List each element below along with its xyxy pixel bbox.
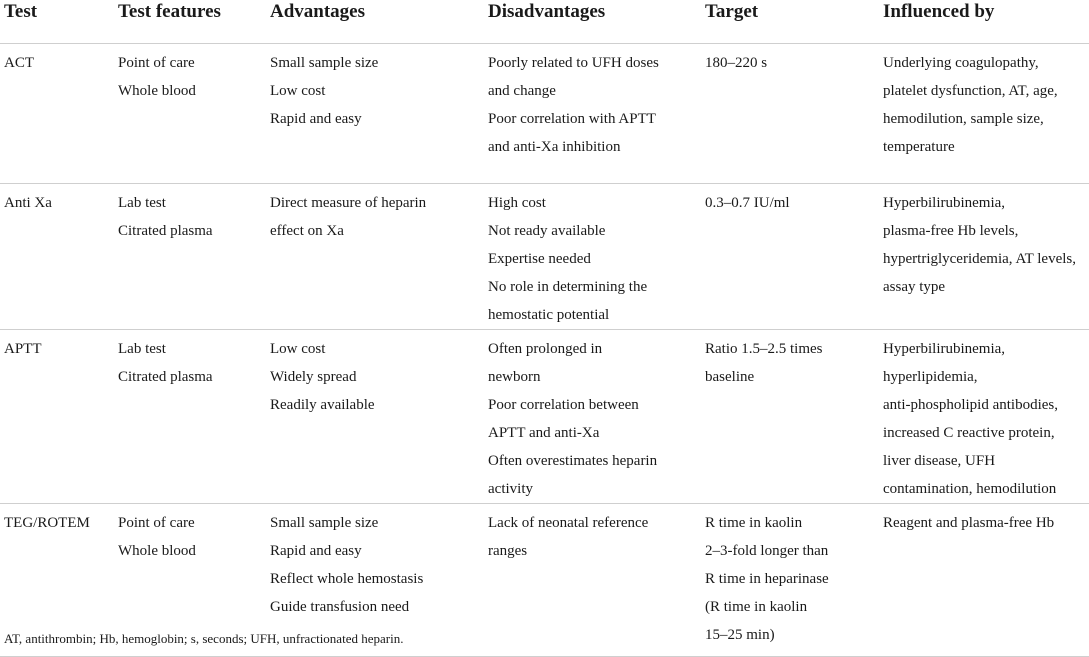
target-line: 0.3–0.7 IU/ml	[705, 195, 790, 211]
cell-advantages	[266, 44, 484, 184]
advantage-line: Low cost	[270, 83, 326, 99]
disadvantage-line: hemostatic potential	[488, 307, 610, 323]
target-line: R time in kaolin	[705, 515, 803, 531]
header-target: Target	[701, 0, 879, 44]
cell-target	[701, 44, 879, 184]
disadvantage-line: and anti-Xa inhibition	[488, 139, 621, 155]
disadvantage-line: Poor correlation with APTT	[488, 111, 656, 127]
influence-line: Reagent and plasma-free Hb	[883, 515, 1055, 531]
influence-line: increased C reactive protein,	[883, 425, 1055, 441]
cell-disadvantages	[484, 184, 701, 330]
feature-line: Point of care	[118, 515, 195, 531]
cell-disadvantages	[484, 330, 701, 504]
disadvantage-line: activity	[488, 481, 533, 497]
disadvantage-line: High cost	[488, 195, 546, 211]
target-line: Ratio 1.5–2.5 times	[705, 341, 823, 357]
cell-features	[114, 184, 266, 330]
header-advantages: Advantages	[266, 0, 484, 44]
table-header	[0, 0, 1089, 44]
table-row	[0, 44, 1089, 184]
cell-influenced-by	[879, 504, 1089, 657]
cell-advantages	[266, 184, 484, 330]
test-name: APTT	[4, 341, 42, 357]
header-test-features: Test features	[114, 0, 266, 44]
feature-line: Whole blood	[118, 83, 196, 99]
feature-line: Citrated plasma	[118, 369, 213, 385]
test-name: TEG/ROTEM	[4, 515, 90, 531]
disadvantage-line: Not ready available	[488, 223, 606, 239]
influence-line: hemodilution, sample size,	[883, 111, 1044, 127]
cell-disadvantages	[484, 504, 701, 657]
disadvantage-line: Often overestimates heparin	[488, 453, 658, 469]
feature-line: Citrated plasma	[118, 223, 213, 239]
feature-line: Whole blood	[118, 543, 196, 559]
feature-line: Lab test	[118, 341, 166, 357]
table-row	[0, 184, 1089, 330]
header-row	[0, 0, 1089, 44]
header-influenced-by: Influenced by	[879, 0, 1089, 44]
header-test: Test	[0, 0, 114, 44]
influence-line: Hyperbilirubinemia,	[883, 341, 1006, 357]
cell-influenced-by	[879, 330, 1089, 504]
influence-line: hypertriglyceridemia, AT levels,	[883, 251, 1077, 267]
table-footnote: AT, antithrombin; Hb, hemoglobin; s, seconds; UFH, unfractionated heparin.	[4, 631, 404, 646]
advantage-line: Readily available	[270, 397, 375, 413]
disadvantage-line: Poorly related to UFH doses	[488, 55, 659, 71]
test-name: ACT	[4, 55, 34, 71]
target-line: (R time in kaolin	[705, 599, 808, 615]
cell-advantages	[266, 330, 484, 504]
advantage-line: Rapid and easy	[270, 111, 362, 127]
target-line: R time in heparinase	[705, 571, 829, 587]
disadvantage-line: APTT and anti-Xa	[488, 425, 600, 441]
cell-disadvantages	[484, 44, 701, 184]
influence-line: platelet dysfunction, AT, age,	[883, 83, 1058, 99]
disadvantage-line: No role in determining the	[488, 279, 648, 295]
disadvantage-line: and change	[488, 83, 556, 99]
influence-line: Hyperbilirubinemia,	[883, 195, 1006, 211]
target-line: 2–3-fold longer than	[705, 543, 829, 559]
disadvantage-line: ranges	[488, 543, 528, 559]
influence-line: Underlying coagulopathy,	[883, 55, 1039, 71]
target-line: 180–220 s	[705, 55, 768, 71]
table-body	[0, 44, 1089, 657]
disadvantage-line: Expertise needed	[488, 251, 591, 267]
disadvantage-line: Poor correlation between	[488, 397, 639, 413]
advantage-line: Small sample size	[270, 55, 379, 71]
cell-influenced-by	[879, 184, 1089, 330]
test-name: Anti Xa	[4, 195, 52, 211]
cell-target	[701, 504, 879, 657]
advantage-line: effect on Xa	[270, 223, 344, 239]
influence-line: liver disease, UFH	[883, 453, 996, 469]
target-line: 15–25 min)	[705, 627, 775, 643]
cell-features	[114, 44, 266, 184]
cell-test	[0, 184, 114, 330]
cell-features	[114, 330, 266, 504]
feature-line: Lab test	[118, 195, 166, 211]
cell-influenced-by	[879, 44, 1089, 184]
influence-line: assay type	[883, 279, 946, 295]
advantage-line: Low cost	[270, 341, 326, 357]
feature-line: Point of care	[118, 55, 195, 71]
advantage-line: Small sample size	[270, 515, 379, 531]
influence-line: hyperlipidemia,	[883, 369, 978, 385]
disadvantage-line: Lack of neonatal reference	[488, 515, 649, 531]
advantage-line: Widely spread	[270, 369, 357, 385]
influence-line: contamination, hemodilution	[883, 481, 1057, 497]
influence-line: temperature	[883, 139, 955, 155]
advantage-line: Direct measure of heparin	[270, 195, 427, 211]
cell-target	[701, 330, 879, 504]
advantage-line: Rapid and easy	[270, 543, 362, 559]
cell-target	[701, 184, 879, 330]
influence-line: anti-phospholipid antibodies,	[883, 397, 1058, 413]
influence-line: plasma-free Hb levels,	[883, 223, 1019, 239]
header-disadvantages: Disadvantages	[484, 0, 701, 44]
disadvantage-line: newborn	[488, 369, 541, 385]
table-row	[0, 330, 1089, 504]
cell-test	[0, 330, 114, 504]
target-line: baseline	[705, 369, 755, 385]
disadvantage-line: Often prolonged in	[488, 341, 603, 357]
cell-test	[0, 44, 114, 184]
advantage-line: Guide transfusion need	[270, 599, 410, 615]
advantage-line: Reflect whole hemostasis	[270, 571, 424, 587]
